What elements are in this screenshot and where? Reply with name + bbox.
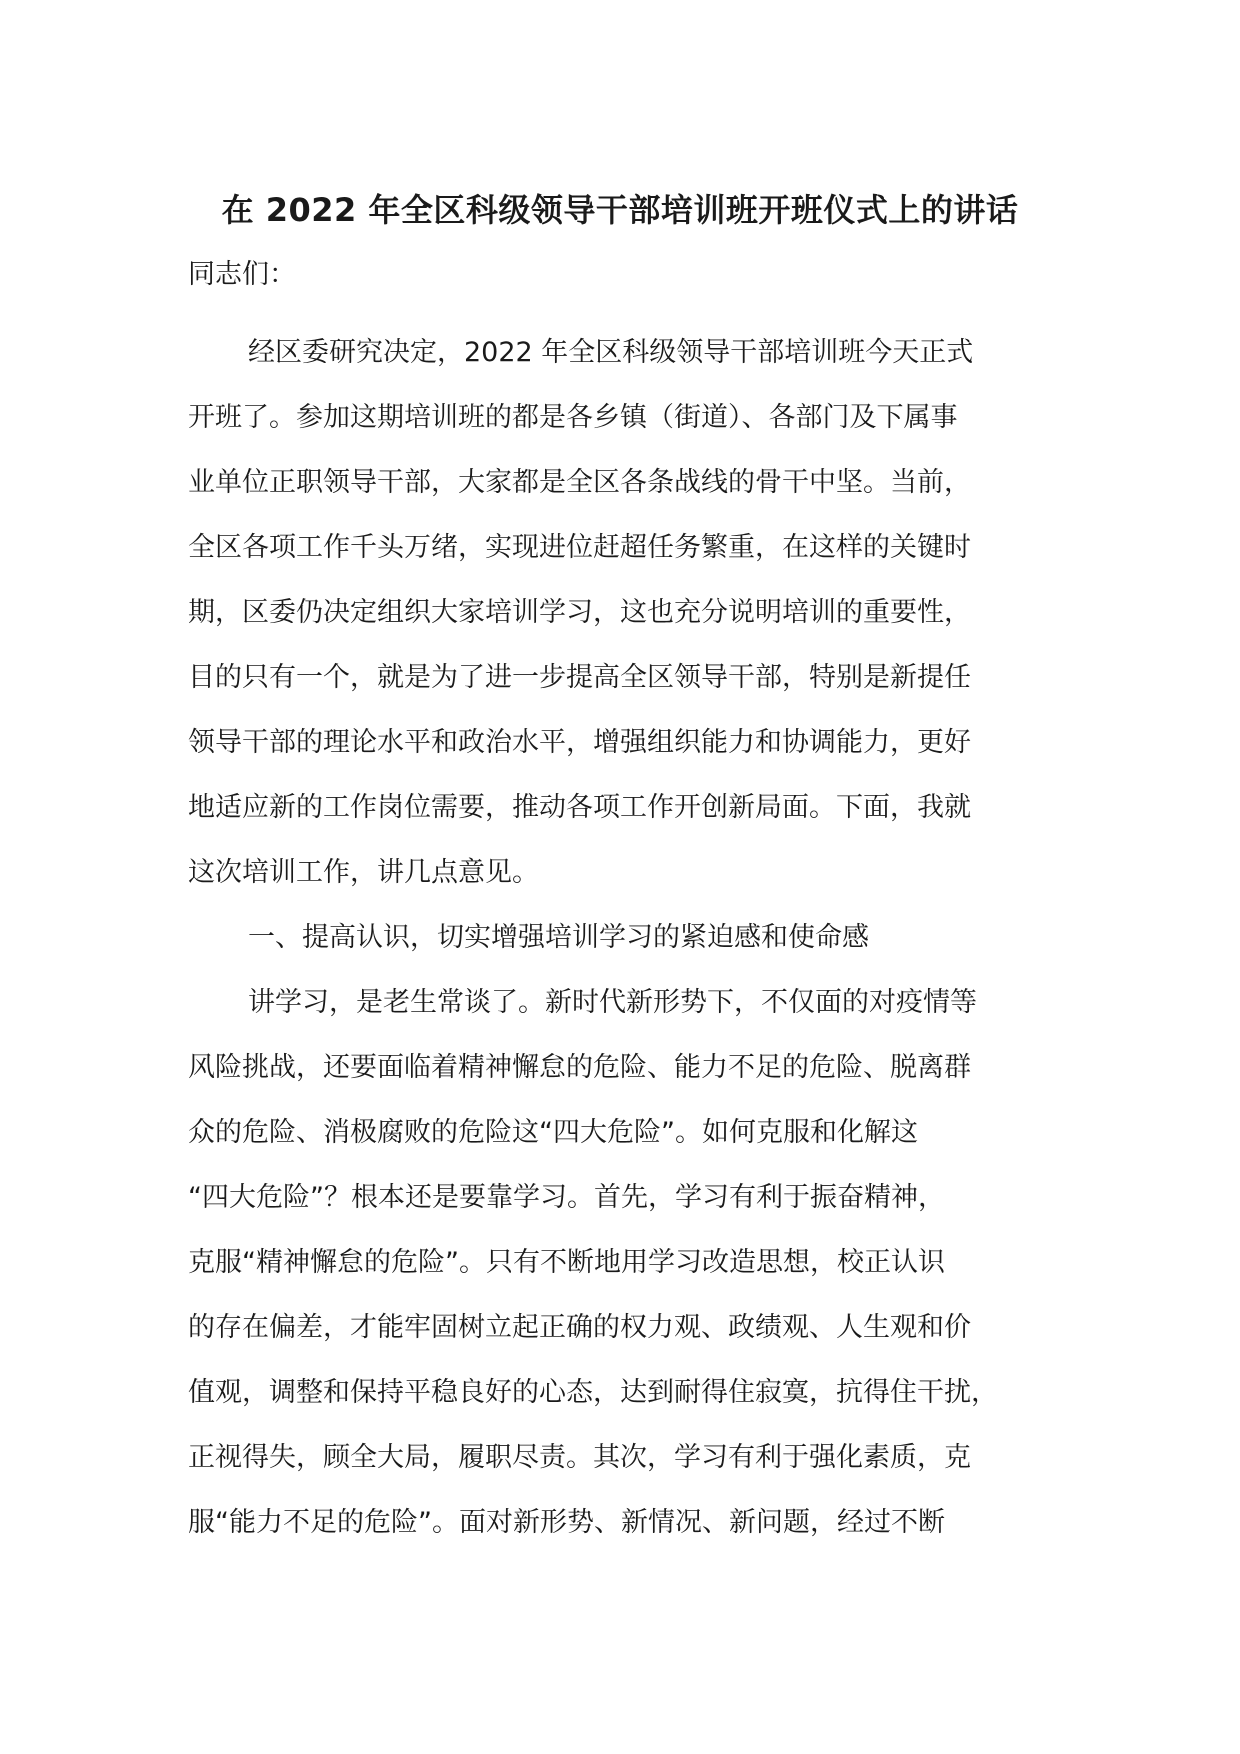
- salutation: 同志们：: [188, 259, 296, 290]
- paragraph-line: 期，区委仍决定组织大家培训学习，这也充分说明培训的重要性，: [188, 597, 971, 628]
- paragraph-line: 地适应新的工作岗位需要，推动各项工作开创新局面。下面，我就: [188, 792, 971, 823]
- paragraph-line: 讲学习，是老生常谈了。新时代新形势下，不仅面的对疫情等: [248, 987, 977, 1018]
- paragraph-line: 这次培训工作，讲几点意见。: [188, 857, 539, 888]
- paragraph-line: 经区委研究决定，2022 年全区科级领导干部培训班今天正式: [248, 337, 974, 368]
- paragraph-line: 领导干部的理论水平和政治水平，增强组织能力和协调能力，更好: [188, 727, 971, 758]
- paragraph-line: 业单位正职领导干部，大家都是全区各条战线的骨干中坚。当前，: [188, 467, 971, 498]
- paragraph-line: 克服“精神懈怠的危险”。只有不断地用学习改造思想，校正认识: [188, 1247, 945, 1278]
- paragraph-line: 全区各项工作千头万绪，实现进位赶超任务繁重，在这样的关键时: [188, 532, 971, 563]
- speech-body: [188, 320, 1058, 1555]
- paragraph-line: 众的危险、消极腐败的危险这“四大危险”。如何克服和化解这: [188, 1117, 918, 1148]
- paragraph-line: 正视得失，顾全大局，履职尽责。其次，学习有利于强化素质，克: [188, 1442, 971, 1473]
- section-heading: 一、提高认识，切实增强培训学习的紧迫感和使命感: [248, 922, 869, 953]
- document-title: 在 2022 年全区科级领导干部培训班开班仪式上的讲话: [221, 191, 1019, 229]
- paragraph-line: 开班了。参加这期培训班的都是各乡镇（街道）、各部门及下属事: [188, 402, 958, 433]
- paragraph-line: 风险挑战，还要面临着精神懈怠的危险、能力不足的危险、脱离群: [188, 1052, 971, 1083]
- paragraph-line: 服“能力不足的危险”。面对新形势、新情况、新问题，经过不断: [188, 1507, 945, 1538]
- paragraph-line: “四大危险”？根本还是要靠学习。首先，学习有利于振奋精神，: [188, 1182, 945, 1213]
- paragraph-line: 目的只有一个，就是为了进一步提高全区领导干部，特别是新提任: [188, 662, 971, 693]
- paragraph-line: 值观，调整和保持平稳良好的心态，达到耐得住寂寞，抗得住干扰，: [188, 1377, 998, 1408]
- paragraph-line: 的存在偏差，才能牢固树立起正确的权力观、政绩观、人生观和价: [188, 1312, 971, 1343]
